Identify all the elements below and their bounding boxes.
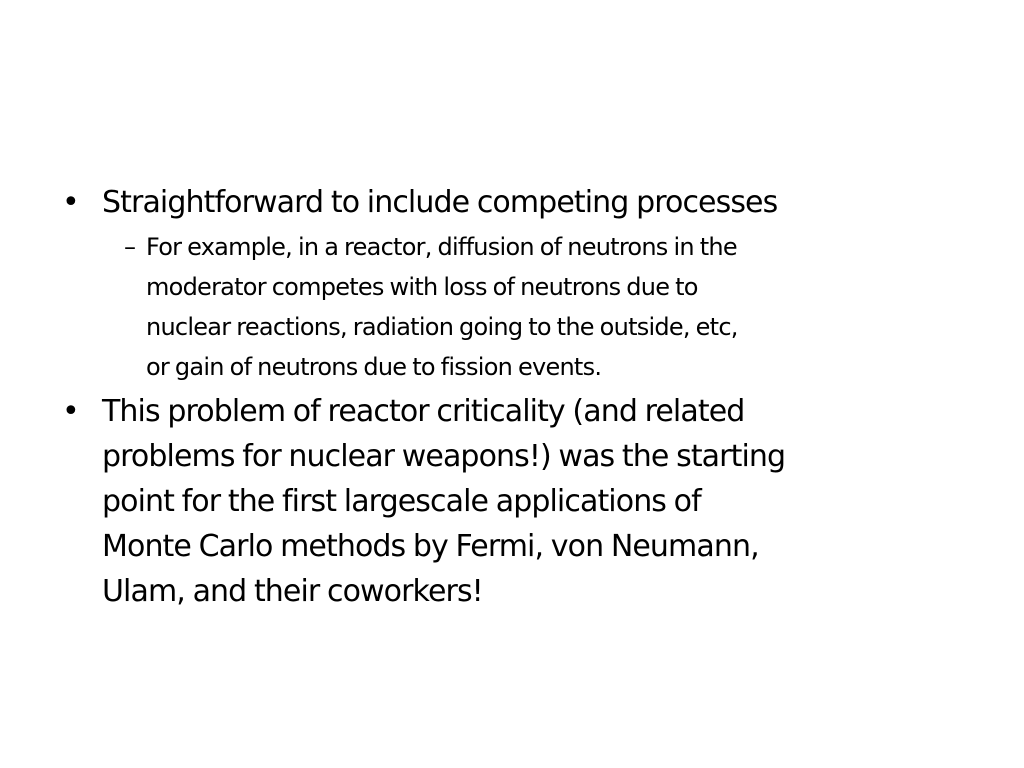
sub-bullet-item (62, 227, 962, 387)
bullet-text-line: Monte Carlo methods by Fermi, von Neumann, (102, 529, 759, 564)
bullet-item (62, 180, 962, 225)
sub-bullet-marker: – (124, 233, 136, 261)
sub-bullet-text-line: nuclear reactions, radiation going to the outside, etc, (146, 313, 738, 341)
bullet-text-line: point for the first largescale applications of (102, 484, 701, 519)
slide-body (62, 180, 962, 614)
bullet-marker: • (62, 185, 79, 220)
bullet-item (62, 389, 962, 614)
sub-bullet-text-line: moderator competes with loss of neutrons due to (146, 273, 698, 301)
bullet-text-line: Ulam, and their coworkers! (102, 574, 483, 609)
bullet-marker: • (62, 394, 79, 429)
bullet-text-line: Straightforward to include competing processes (102, 185, 778, 220)
bullet-text-line: problems for nuclear weapons!) was the starting (102, 439, 786, 474)
sub-bullet-text-line: For example, in a reactor, diffusion of neutrons in the (146, 233, 737, 261)
bullet-text-line: This problem of reactor criticality (and related (102, 394, 745, 429)
sub-bullet-text-line: or gain of neutrons due to fission events. (146, 353, 602, 381)
